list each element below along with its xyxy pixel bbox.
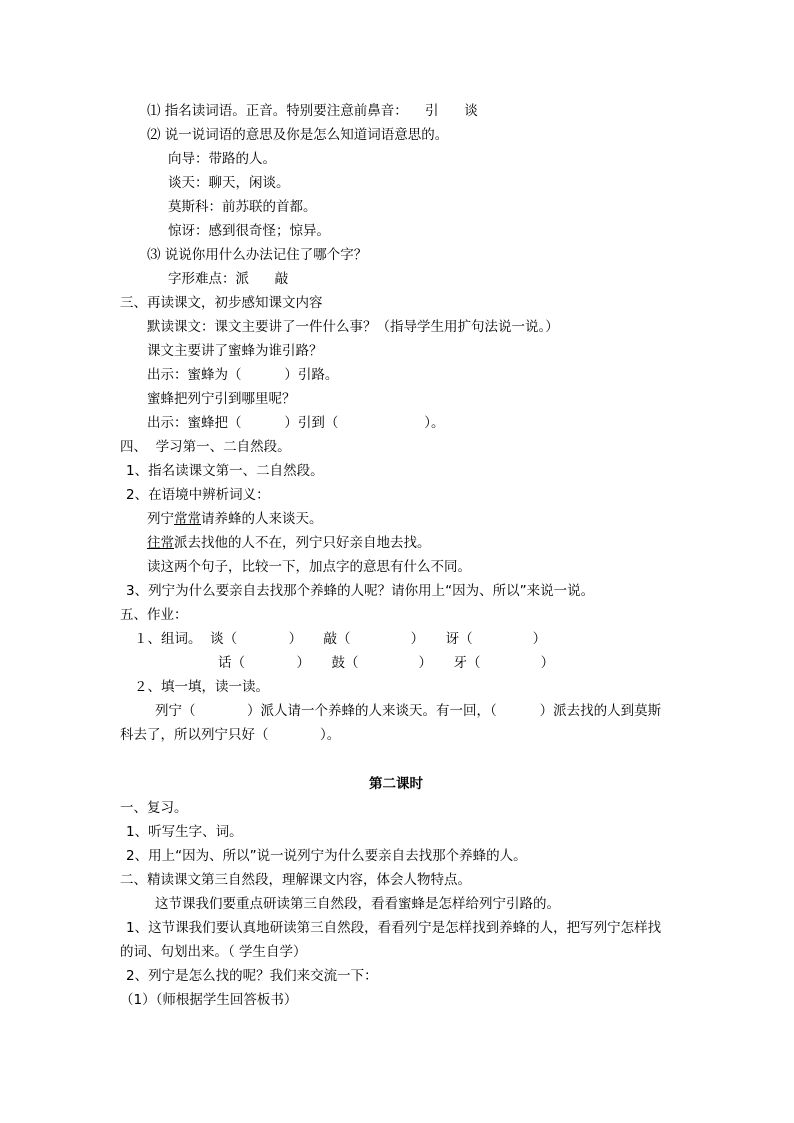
example-sentence: [147, 534, 431, 552]
text-line: 话（ ） 鼓（ ） 牙（ ）: [218, 655, 555, 671]
text-line: 惊讶：感到很奇怪；惊异。: [168, 223, 330, 239]
sentence-text: 列宁: [147, 511, 174, 527]
text-line: 的词、句划出来。（ 学生自学）: [120, 944, 307, 960]
section-heading: 一、复习。: [120, 800, 188, 816]
underlined-word: 往常: [147, 535, 174, 551]
text-line: 科去了，所以列宁只好（ ）。: [120, 727, 341, 743]
lesson-title: 第二课时: [369, 776, 423, 792]
text-line: 默读课文：课文主要讲了一件什么事？（指导学生用扩句法说一说。）: [147, 319, 559, 335]
text-line: ２、填一填，读一读。: [134, 679, 269, 695]
text-line: 谈天：聊天，闲谈。: [168, 175, 290, 191]
text-line: 列宁（ ）派人请一个养蜂的人来谈天。有一回，（ ）派去找的人到莫斯: [155, 703, 662, 719]
text-line: （1）（师根据学生回答板书）: [120, 992, 298, 1008]
text-line: ⑶ 说说你用什么办法记住了哪个字？: [147, 247, 368, 263]
text-line: 1、听写生字、词。: [126, 824, 243, 840]
text-line: 2、列宁是怎么找的呢？我们来交流一下：: [126, 968, 378, 984]
example-sentence: [147, 510, 323, 528]
section-heading: 三、再读课文，初步感知课文内容: [120, 295, 323, 311]
text-line: 向导：带路的人。: [168, 151, 276, 167]
text-line: １、组词。 谈（ ） 敲（ ） 讶（ ）: [134, 631, 547, 647]
text-line: 3、列宁为什么要亲自去找那个养蜂的人呢？请你用上“因为、所以”来说一说。: [126, 583, 595, 599]
text-line: 莫斯科：前苏联的首都。: [168, 199, 317, 215]
text-line: 2、在语境中辨析词义：: [126, 487, 270, 503]
underlined-word: 常常: [174, 511, 201, 527]
text-line: 出示：蜜蜂为（ ）引路。: [147, 367, 339, 383]
text-line: 出示：蜜蜂把（ ）引到（ ）。: [147, 415, 445, 431]
text-line: 课文主要讲了蜜蜂为谁引路？: [147, 343, 323, 359]
text-line: 读这两个句子，比较一下，加点字的意思有什么不同。: [147, 559, 471, 575]
text-line: ⑵ 说一说词语的意思及你是怎么知道词语意思的。: [147, 127, 449, 143]
text-line: 蜜蜂把列宁引到哪里呢？: [147, 391, 296, 407]
text-line: ⑴ 指名读词语。正音。特别要注意前鼻音： 引 谈: [147, 103, 478, 119]
section-heading: 四、 学习第一、二自然段。: [120, 439, 291, 455]
text-line: 这节课我们要重点研读第三自然段，看看蜜蜂是怎样给列宁引路的。: [155, 896, 560, 912]
text-line: 2、用上“因为、所以”说一说列宁为什么要亲自去找那个养蜂的人。: [126, 848, 527, 864]
text-line: 字形难点：派 敲: [168, 271, 289, 287]
sentence-text: 派去找他的人不在，列宁只好亲自地去找。: [174, 535, 431, 551]
text-line: 1、这节课我们要认真地研读第三自然段，看看列宁是怎样找到养蜂的人，把写列宁怎样找: [126, 920, 662, 936]
text-line: 1、指名读课文第一、二自然段。: [126, 463, 324, 479]
section-heading: 二、精读课文第三自然段，理解课文内容，体会人物特点。: [120, 872, 471, 888]
section-heading: 五、作业：: [120, 607, 188, 623]
sentence-text: 请养蜂的人来谈天。: [201, 511, 323, 527]
